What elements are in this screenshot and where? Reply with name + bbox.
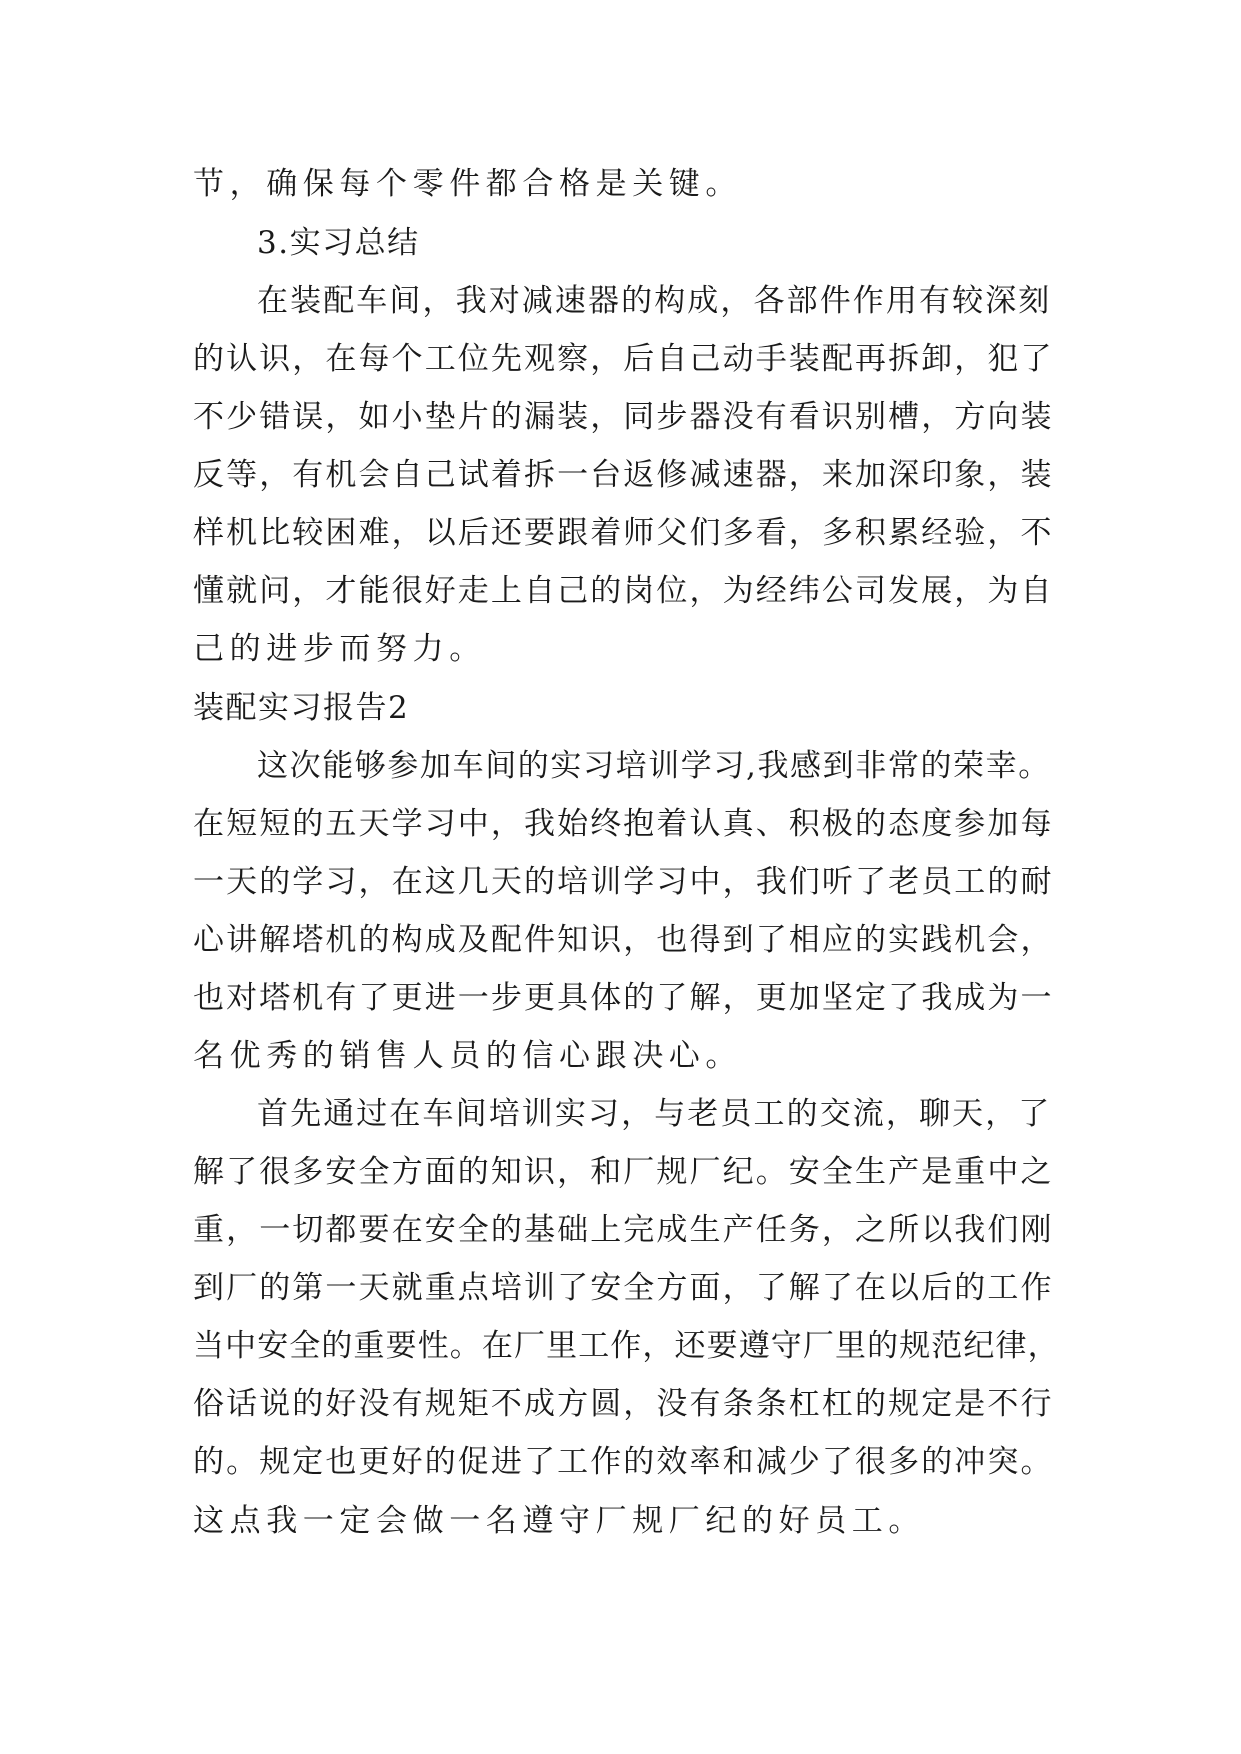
paragraph-line: 懂就问，才能很好走上自己的岗位，为经纬公司发展，为自	[193, 573, 1054, 609]
paragraph-line: 心讲解塔机的构成及配件知识，也得到了相应的实践机会，	[193, 922, 1054, 958]
section-heading: 3.实习总结	[257, 225, 420, 261]
paragraph-line: 当中安全的重要性。在厂里工作，还要遵守厂里的规范纪律，	[193, 1328, 1060, 1364]
paragraph-line: 一天的学习，在这几天的培训学习中，我们听了老员工的耐	[193, 864, 1054, 900]
paragraph-line: 重，一切都要在安全的基础上完成生产任务，之所以我们刚	[193, 1212, 1054, 1248]
paragraph-line: 这点我一定会做一名遵守厂规厂纪的好员工。	[193, 1503, 925, 1539]
paragraph-line: 名优秀的销售人员的信心跟决心。	[193, 1038, 742, 1074]
paragraph-line: 反等，有机会自己试着拆一台返修减速器，来加深印象，装	[193, 457, 1054, 493]
paragraph-line: 在短短的五天学习中，我始终抱着认真、积极的态度参加每	[193, 806, 1054, 842]
paragraph-line: 不少错误，如小垫片的漏装，同步器没有看识别槽，方向装	[193, 399, 1054, 435]
paragraph-line: 也对塔机有了更进一步更具体的了解，更加坚定了我成为一	[193, 980, 1054, 1016]
paragraph-line: 的认识，在每个工位先观察，后自己动手装配再拆卸，犯了	[193, 341, 1054, 377]
paragraph-line: 俗话说的好没有规矩不成方圆，没有条条杠杠的规定是不行	[193, 1386, 1054, 1422]
paragraph-line: 解了很多安全方面的知识，和厂规厂纪。安全生产是重中之	[193, 1154, 1054, 1190]
paragraph-line: 这次能够参加车间的实习培训学习,我感到非常的荣幸。	[257, 748, 1051, 784]
paragraph-line: 样机比较困难，以后还要跟着师父们多看，多积累经验，不	[193, 515, 1054, 551]
report-title: 装配实习报告2	[193, 690, 410, 726]
paragraph-line: 的。规定也更好的促进了工作的效率和减少了很多的冲突。	[193, 1444, 1054, 1480]
paragraph-line: 到厂的第一天就重点培训了安全方面，了解了在以后的工作	[193, 1270, 1054, 1306]
paragraph-line: 首先通过在车间培训实习，与老员工的交流，聊天，了	[257, 1096, 1052, 1132]
paragraph-line: 节，确保每个零件都合格是关键。	[193, 166, 742, 202]
paragraph-line: 在装配车间，我对减速器的构成，各部件作用有较深刻	[257, 283, 1052, 319]
paragraph-line: 己的进步而努力。	[193, 631, 486, 667]
